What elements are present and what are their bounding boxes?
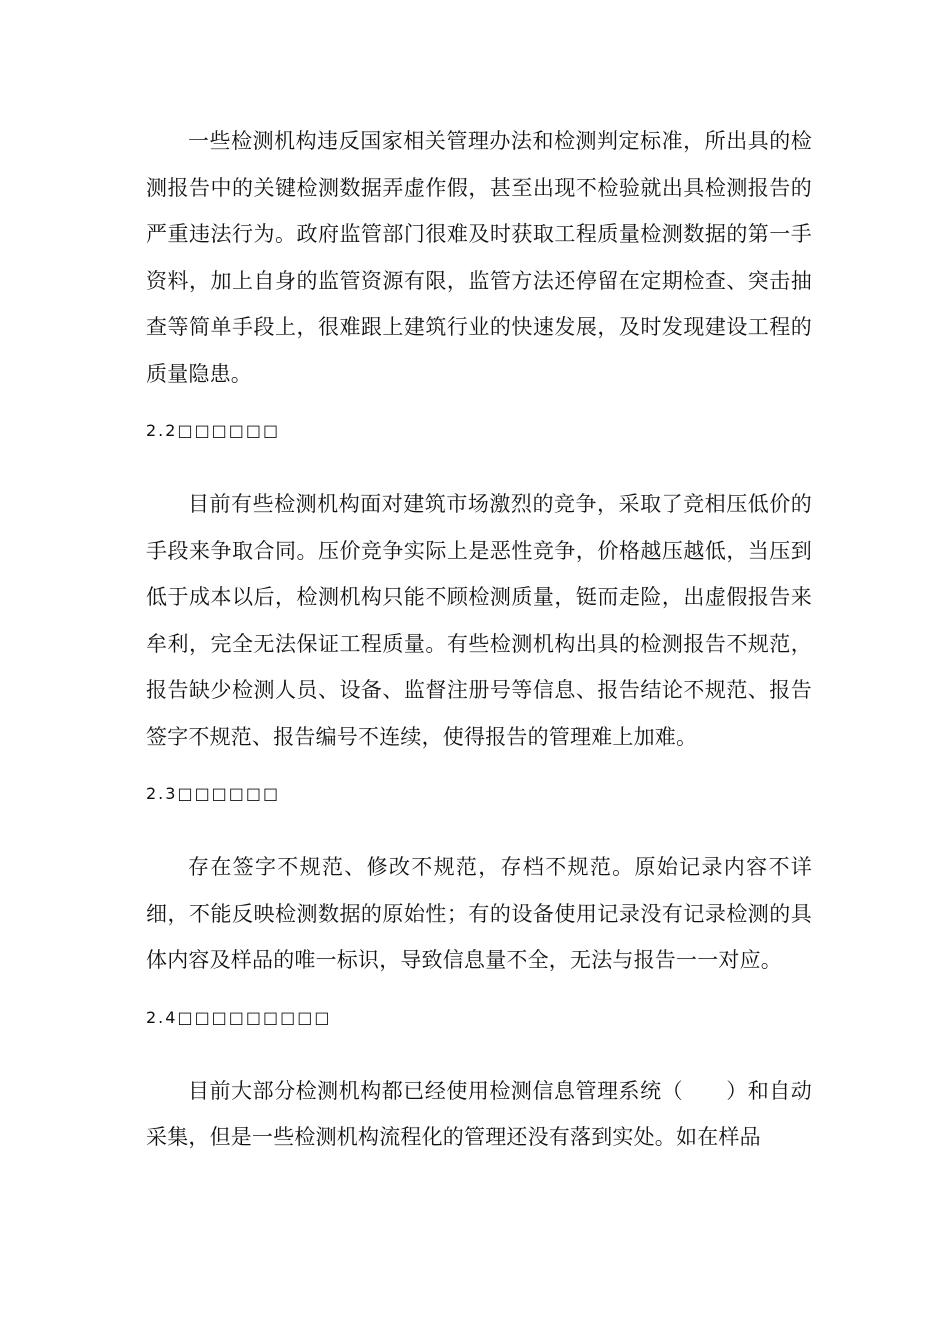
paragraph-process-management: 目前大部分检测机构都已经使用检测信息管理系统（ ）和自动采集，但是一些检测机构流程化的管理还没有落到实处。如在样品 — [146, 1078, 812, 1149]
section-heading-2-3: 2.3□□□□□□ — [146, 784, 281, 803]
paragraph-test-data-fraud: 一些检测机构违反国家相关管理办法和检测判定标准，所出具的检测报告中的关键检测数据弄虚作假，甚至出现不检验就出具检测报告的严重违法行为。政府监管部门很难及时获取工程质量检测数据的第一手资料，加上自身的监管资源有限，监管方法还停留在定期检查、突击抽查等简单手段上，很难跟上建筑行业的快速发展，及时发现建设工程的质量隐患。 — [146, 129, 812, 386]
document-page — [146, 118, 812, 1161]
paragraph-price-competition: 目前有些检测机构面对建筑市场激烈的竞争，采取了竞相压低价的手段来争取合同。压价竞争实际上是恶性竞争，价格越压越低，当压到低于成本以后，检测机构只能不顾检测质量，铤而走险，出虚假报告来牟利，完全无法保证工程质量。有些检测机构出具的检测报告不规范，报告缺少检测人员、设备、监督注册号等信息、报告结论不规范、报告签字不规范、报告编号不连续，使得报告的管理难上加难。 — [146, 492, 812, 749]
section-heading-2-4: 2.4□□□□□□□□□ — [146, 1007, 332, 1027]
section-heading-2-2: 2.2□□□□□□ — [146, 421, 281, 440]
paragraph-original-records: 存在签字不规范、修改不规范，存档不规范。原始记录内容不详细，不能反映检测数据的原始性；有的设备使用记录没有记录检测的具体内容及样品的唯一标识，导致信息量不全，无法与报告一一对应。 — [146, 855, 812, 972]
